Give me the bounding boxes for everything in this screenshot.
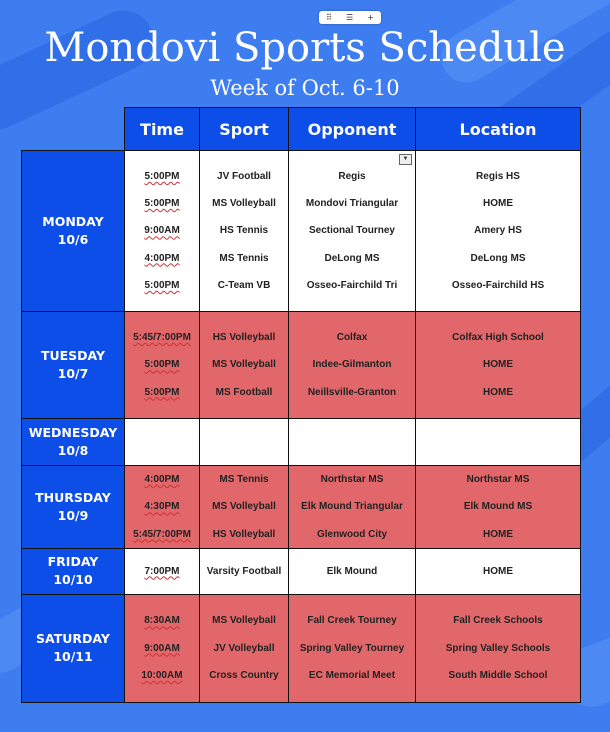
time-cell[interactable] bbox=[125, 548, 200, 594]
opponent-value: Glenwood City bbox=[317, 528, 387, 540]
drag-handle-icon[interactable]: ⠿ bbox=[326, 13, 332, 22]
location-cell[interactable] bbox=[416, 419, 581, 466]
day-row bbox=[22, 548, 581, 594]
header-opponent: Opponent bbox=[289, 108, 416, 151]
sport-value: MS Volleyball bbox=[212, 359, 276, 371]
day-name: WEDNESDAY bbox=[28, 425, 118, 440]
opponent-cell[interactable] bbox=[289, 594, 416, 702]
time-value: 4:00PM bbox=[144, 474, 180, 485]
opponent-value: Indee-Gilmanton bbox=[312, 359, 392, 371]
header-sport: Sport bbox=[200, 108, 289, 151]
location-cell[interactable] bbox=[416, 548, 581, 594]
location-value: HOME bbox=[483, 198, 513, 210]
sport-value: Varsity Football bbox=[206, 565, 282, 577]
time-value: 9:00AM bbox=[144, 225, 180, 237]
opponent-value: DeLong MS bbox=[324, 252, 380, 264]
time-cell[interactable] bbox=[125, 466, 200, 549]
time-cell[interactable] bbox=[125, 312, 200, 419]
opponent-value: Mondovi Triangular bbox=[305, 198, 399, 210]
location-value: HOME bbox=[483, 386, 513, 398]
day-date: 10/10 bbox=[53, 572, 93, 588]
day-label bbox=[22, 548, 125, 594]
opponent-value: Neillsville-Granton bbox=[307, 386, 397, 398]
day-date: 10/6 bbox=[57, 232, 89, 247]
sport-cell[interactable] bbox=[200, 466, 289, 549]
time-value: 5:45/7:00PM bbox=[133, 528, 191, 540]
sport-cell[interactable] bbox=[200, 419, 289, 466]
page-subtitle: Week of Oct. 6-10 bbox=[210, 76, 400, 100]
location-value: Spring Valley Schools bbox=[445, 642, 551, 654]
opponent-cell[interactable] bbox=[289, 548, 416, 594]
floating-toolbar[interactable] bbox=[319, 11, 381, 24]
day-name: TUESDAY bbox=[40, 348, 106, 363]
sport-cell[interactable] bbox=[200, 151, 289, 312]
time-value: 5:00PM bbox=[144, 386, 180, 398]
time-value: 4:30PM bbox=[144, 501, 180, 513]
location-value: Elk Mound MS bbox=[463, 501, 533, 513]
sport-value: JV Volleyball bbox=[213, 642, 275, 654]
day-date: 10/8 bbox=[57, 443, 89, 458]
day-date: 10/7 bbox=[57, 366, 89, 381]
time-cell[interactable] bbox=[125, 151, 200, 312]
time-value: 5:00PM bbox=[144, 279, 180, 291]
opponent-cell[interactable] bbox=[289, 312, 416, 419]
day-name: MONDAY bbox=[42, 214, 104, 229]
location-value: Regis HS bbox=[476, 170, 520, 182]
location-value: Colfax High School bbox=[452, 332, 544, 344]
day-label bbox=[22, 151, 125, 312]
time-value: 8:30AM bbox=[144, 615, 180, 627]
opponent-cell[interactable] bbox=[289, 419, 416, 466]
time-value: 10:00AM bbox=[141, 670, 183, 682]
location-cell[interactable] bbox=[416, 466, 581, 549]
location-cell[interactable] bbox=[416, 312, 581, 419]
time-value: 4:00PM bbox=[144, 252, 180, 264]
day-name: FRIDAY bbox=[47, 554, 99, 570]
sport-value: HS Volleyball bbox=[212, 528, 276, 540]
location-value: Osseo-Fairchild HS bbox=[451, 279, 545, 291]
day-row bbox=[22, 594, 581, 702]
time-value: 5:00PM bbox=[144, 198, 180, 210]
day-label bbox=[22, 312, 125, 419]
sport-value: MS Football bbox=[215, 386, 273, 398]
sport-value: MS Volleyball bbox=[212, 198, 276, 210]
day-row bbox=[22, 419, 581, 466]
opponent-value: Osseo-Fairchild Tri bbox=[306, 279, 398, 291]
time-value: 7:00PM bbox=[144, 565, 180, 577]
day-label bbox=[22, 466, 125, 549]
day-date: 10/11 bbox=[53, 649, 93, 665]
location-value: South Middle School bbox=[448, 670, 548, 682]
location-value: Northstar MS bbox=[466, 474, 530, 485]
sport-value: MS Tennis bbox=[219, 252, 269, 264]
day-name: THURSDAY bbox=[35, 489, 111, 505]
day-name: SATURDAY bbox=[36, 631, 110, 647]
sport-cell[interactable] bbox=[200, 548, 289, 594]
page-title: Mondovi Sports Schedule bbox=[44, 25, 566, 71]
location-value: Fall Creek Schools bbox=[453, 615, 543, 627]
day-row bbox=[22, 151, 581, 312]
day-date: 10/9 bbox=[57, 507, 89, 523]
location-cell[interactable] bbox=[416, 594, 581, 702]
time-cell[interactable] bbox=[125, 419, 200, 466]
header-corner bbox=[22, 108, 125, 151]
dropdown-arrow-icon[interactable]: ▼ bbox=[399, 154, 412, 165]
opponent-value: Northstar MS bbox=[320, 474, 384, 485]
time-value: 5:00PM bbox=[144, 170, 180, 182]
sport-value: C-Team VB bbox=[217, 279, 271, 291]
sport-cell[interactable] bbox=[200, 312, 289, 419]
day-row bbox=[22, 312, 581, 419]
day-row bbox=[22, 466, 581, 549]
opponent-value: Spring Valley Tourney bbox=[299, 642, 405, 654]
opponent-value: EC Memorial Meet bbox=[308, 670, 396, 682]
sport-value: JV Football bbox=[217, 170, 271, 182]
add-icon[interactable]: + bbox=[367, 13, 374, 22]
time-value: 5:45/7:00PM bbox=[133, 332, 191, 344]
align-icon[interactable]: ☰ bbox=[345, 13, 354, 22]
time-cell[interactable] bbox=[125, 594, 200, 702]
location-value: HOME bbox=[483, 565, 513, 577]
header-time: Time bbox=[125, 108, 200, 151]
opponent-value: Elk Mound Triangular bbox=[301, 501, 403, 513]
opponent-value: Regis bbox=[338, 170, 366, 182]
location-cell[interactable] bbox=[416, 151, 581, 312]
sport-value: MS Tennis bbox=[219, 474, 269, 485]
location-value: HOME bbox=[483, 528, 513, 540]
time-value: 9:00AM bbox=[144, 642, 180, 654]
sport-value: MS Volleyball bbox=[212, 501, 276, 513]
opponent-value: Colfax bbox=[336, 332, 368, 344]
header-location: Location bbox=[416, 108, 581, 151]
sport-value: HS Volleyball bbox=[212, 332, 276, 344]
sport-value: Cross Country bbox=[209, 670, 279, 682]
opponent-value: Elk Mound bbox=[326, 565, 378, 577]
location-value: DeLong MS bbox=[470, 252, 526, 264]
location-value: Amery HS bbox=[474, 225, 522, 237]
day-label bbox=[22, 419, 125, 466]
time-value: 5:00PM bbox=[144, 359, 180, 371]
sport-cell[interactable] bbox=[200, 594, 289, 702]
opponent-value: Fall Creek Tourney bbox=[307, 615, 397, 627]
location-value: HOME bbox=[483, 359, 513, 371]
schedule-table bbox=[21, 107, 581, 703]
day-label bbox=[22, 594, 125, 702]
opponent-cell[interactable] bbox=[289, 466, 416, 549]
sport-value: HS Tennis bbox=[219, 225, 269, 237]
opponent-cell[interactable] bbox=[289, 151, 416, 312]
opponent-value: Sectional Tourney bbox=[309, 225, 395, 237]
sport-value: MS Volleyball bbox=[212, 615, 276, 627]
